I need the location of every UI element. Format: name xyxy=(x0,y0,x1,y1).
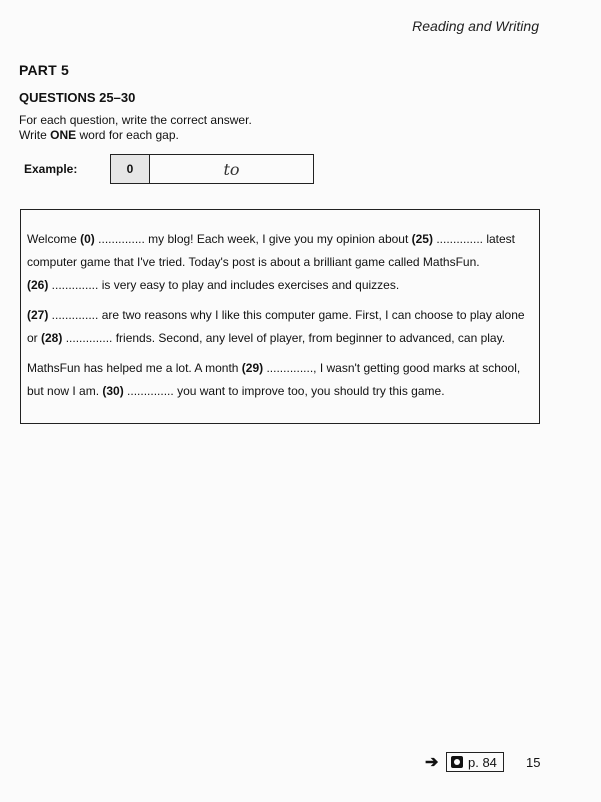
arrow-right-icon: ➔ xyxy=(425,754,439,771)
book-icon xyxy=(451,756,463,768)
instruction-text: Write xyxy=(19,128,51,142)
page-reference[interactable] xyxy=(446,752,504,772)
reading-text-box xyxy=(20,209,540,424)
gap-number: (0) xyxy=(80,232,95,246)
paragraph-1 xyxy=(27,228,533,297)
questions-title: QUESTIONS 25–30 xyxy=(19,90,136,105)
text-run: .............. are two reasons why I like this computer game. First, I can choose to play alone or xyxy=(27,308,525,345)
page-reference-text: p. 84 xyxy=(468,754,497,770)
running-head: Reading and Writing xyxy=(412,18,539,34)
gap-number: (28) xyxy=(41,331,63,345)
footer xyxy=(425,752,555,774)
example-box xyxy=(110,154,314,184)
text-run: .............. latest computer game that I've tried. Today's post is about a brilliant game called MathsFun. xyxy=(27,232,516,269)
gap-number: (29) xyxy=(241,361,264,375)
instruction-text: word for each gap. xyxy=(76,128,179,142)
text-run: .............. my blog! Each week, I give you my opinion about xyxy=(94,232,412,246)
text-run: MathsFun has helped me a lot. A month xyxy=(27,361,242,375)
instruction-line-2 xyxy=(19,128,252,143)
gap-number: (25) xyxy=(411,232,433,246)
text-run: Welcome xyxy=(27,232,81,246)
instructions xyxy=(19,113,252,143)
example-row xyxy=(24,154,316,184)
part-title: PART 5 xyxy=(19,62,69,78)
example-answer: to xyxy=(223,159,240,179)
instruction-emphasis: ONE xyxy=(50,128,77,142)
text-run: .............. you want to improve too, you should try this game. xyxy=(123,384,445,398)
gap-number: (27) xyxy=(27,308,49,322)
gap-number: (30) xyxy=(102,384,124,398)
paragraph-2 xyxy=(27,304,533,350)
example-label: Example: xyxy=(24,162,78,176)
page-number: 15 xyxy=(526,755,541,770)
text-run: .............., I wasn't getting good marks at school, but now I am. xyxy=(27,361,521,398)
paragraph-3 xyxy=(27,357,533,403)
text-run: .............. is very easy to play and includes exercises and quizzes. xyxy=(48,278,400,292)
example-number: 0 xyxy=(111,155,150,183)
gap-number: (26) xyxy=(27,278,49,292)
text-run: .............. friends. Second, any level of player, from beginner to advanced, can play. xyxy=(62,331,506,345)
instruction-line-1: For each question, write the correct answer. xyxy=(19,113,252,127)
